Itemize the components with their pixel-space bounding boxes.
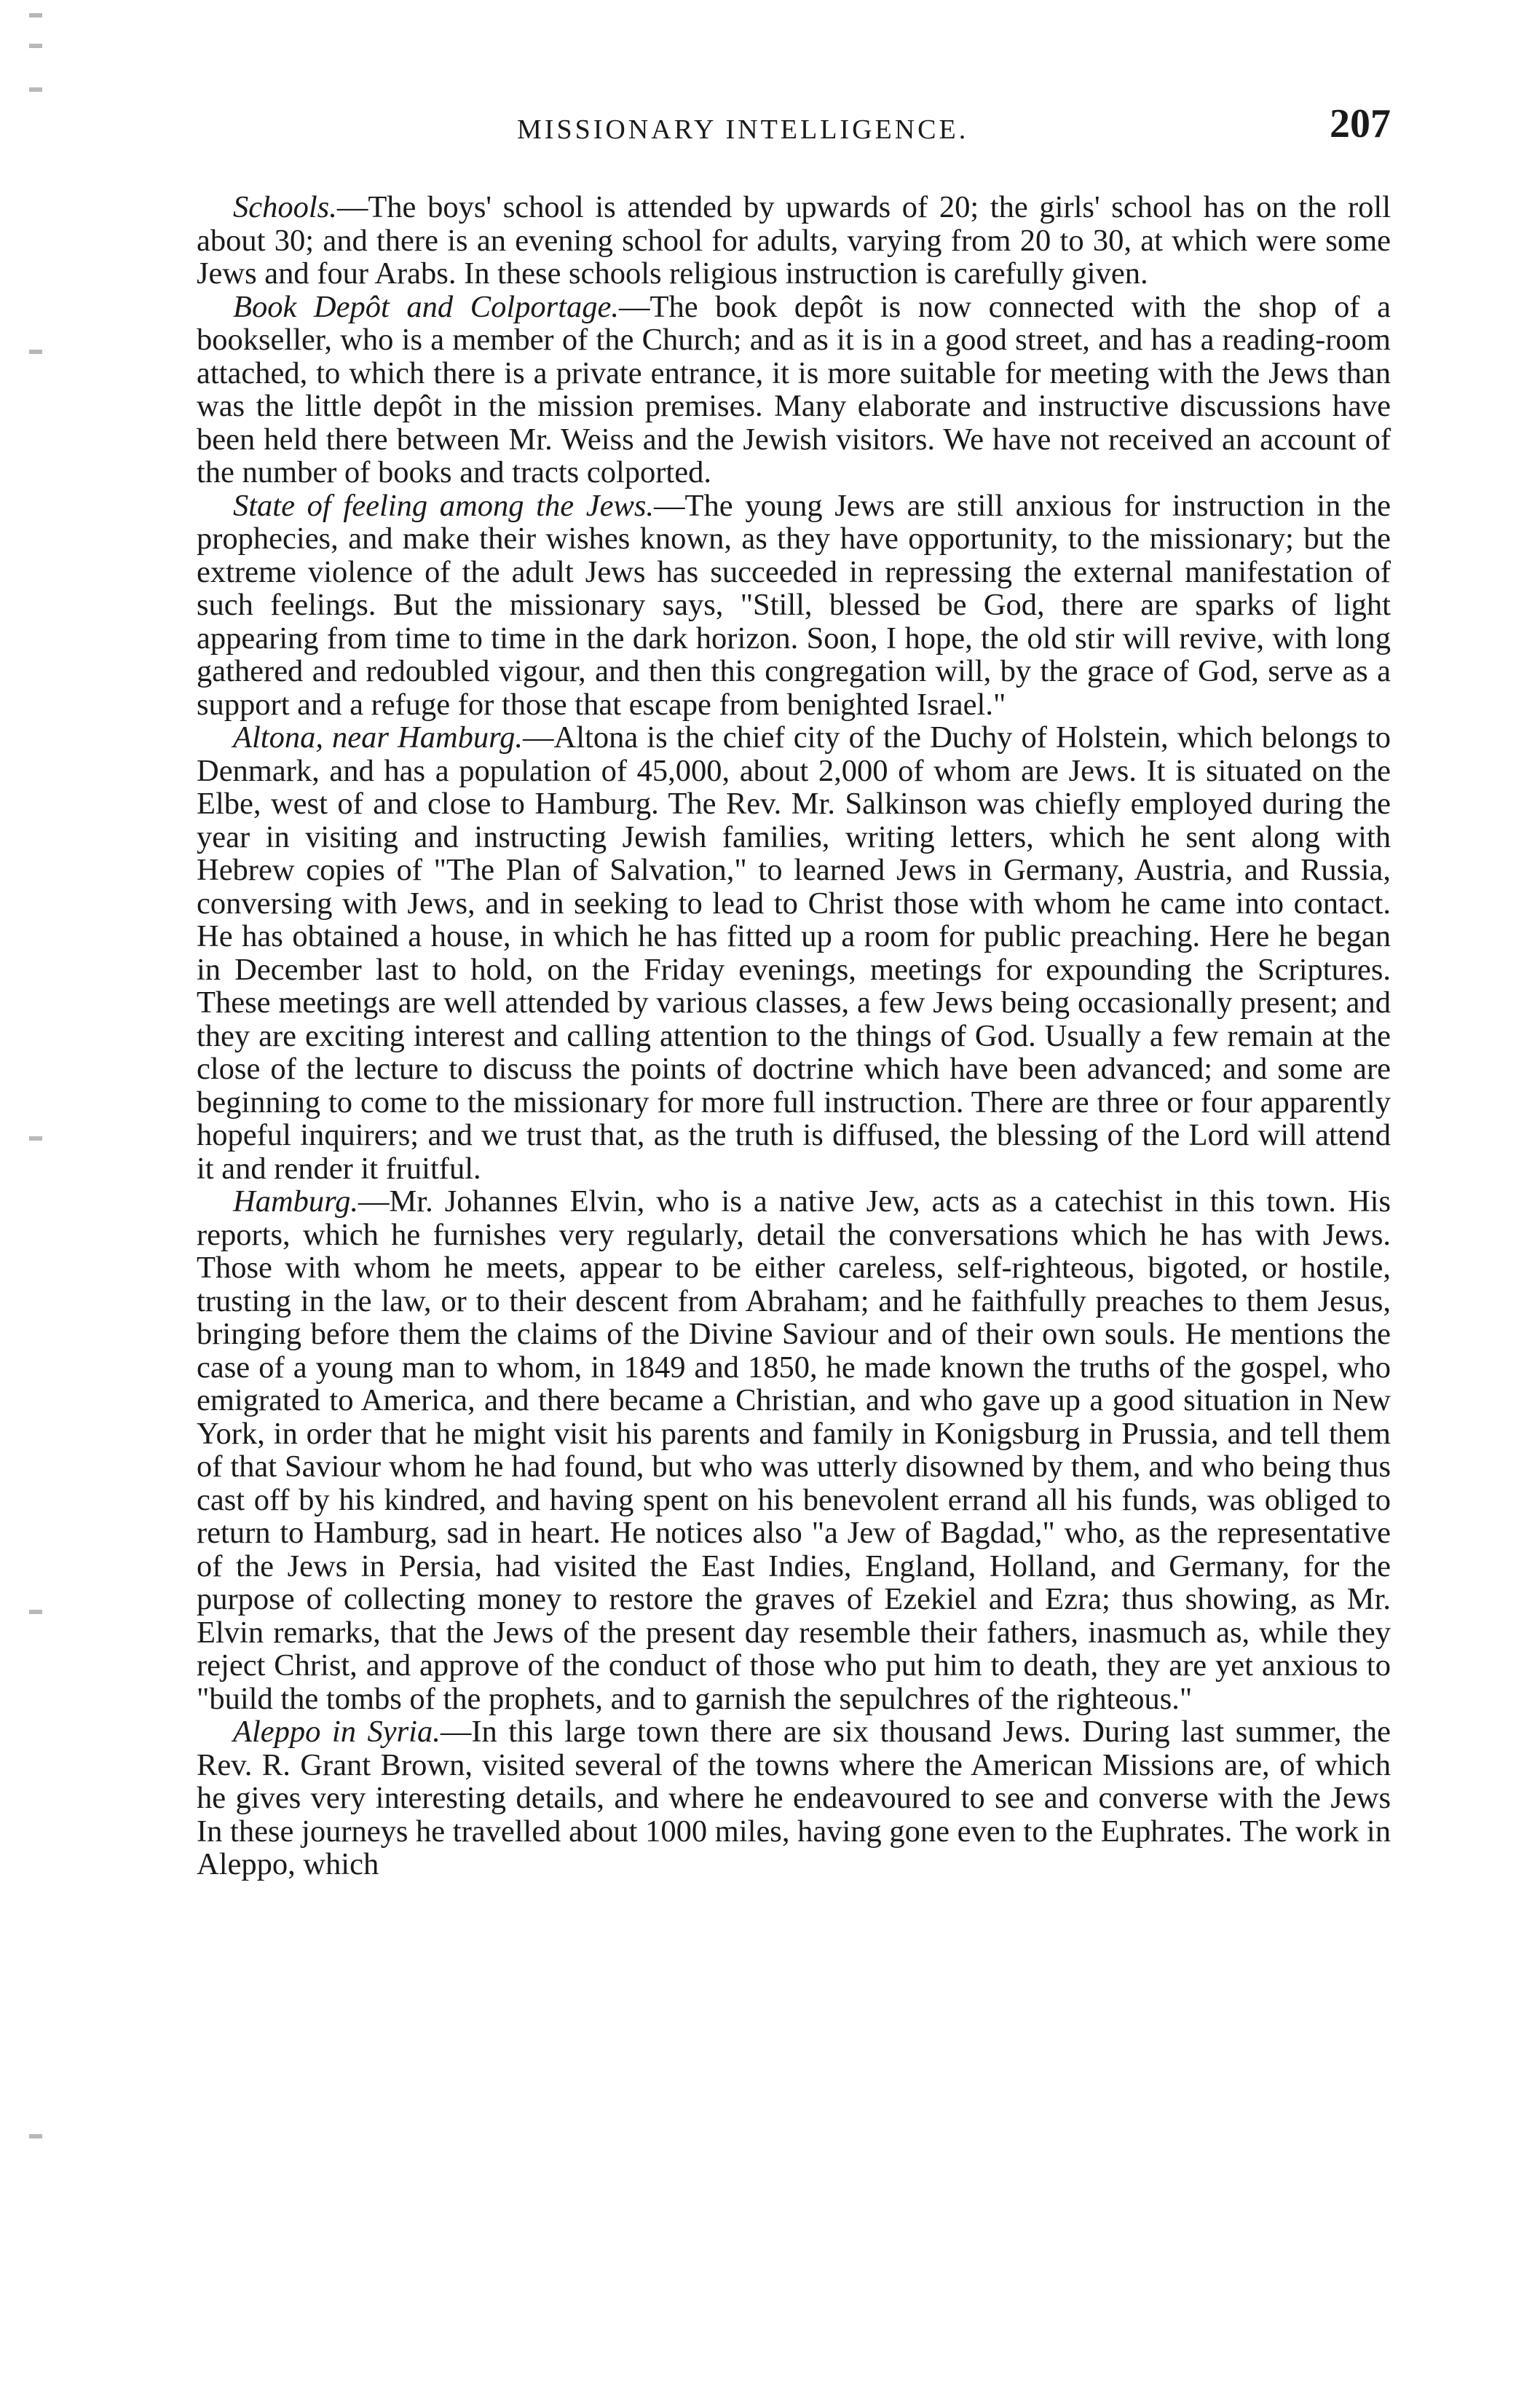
paragraph-book-depot bbox=[197, 291, 1391, 489]
page-header bbox=[197, 101, 1391, 159]
margin-speck bbox=[29, 44, 42, 48]
paragraph-lead: Book Depôt and Colportage. bbox=[233, 289, 620, 324]
paragraph-state-of-feeling bbox=[197, 489, 1391, 722]
paragraph-text: —In this large town there are six thousand Jews. During last summer, the Rev. R. Grant Brown, visited several of the towns where the American Missions are, of which he gives very interesting details, and where he endeavoured to see and converse with the Jews In these journeys he travelled about 1000 miles, having gone even to the Euphrates. The work in Aleppo, which bbox=[197, 1715, 1391, 1881]
margin-speck bbox=[29, 350, 42, 354]
margin-speck bbox=[29, 87, 42, 92]
margin-speck bbox=[29, 13, 42, 17]
paragraph-text: —The book depôt is now connected with the shop of a bookseller, who is a member of the Church; and as it is in a good street, and has a reading-room attached, to which there is a private entrance, it is more suitable for meeting with the Jews than was the little depôt in the mission premises. Many elaborate and instructive discussions have been held there between Mr. Weiss and the Jewish visitors. We have not received an account of the number of books and tracts colported. bbox=[197, 289, 1391, 489]
paragraph-text: —The boys' school is attended by upwards of 20; the girls' school has on the roll about 30; and there is an evening school for adults, varying from 20 to 30, at which were some Jews and four Arabs. In these schools religious instruction is carefully given. bbox=[197, 190, 1391, 291]
article-body bbox=[197, 191, 1391, 1881]
paragraph-lead: Hamburg. bbox=[233, 1184, 358, 1219]
running-title: MISSIONARY INTELLIGENCE. bbox=[517, 114, 969, 145]
paragraph-aleppo bbox=[197, 1715, 1391, 1881]
page-number: 207 bbox=[1330, 101, 1391, 146]
paragraph-text: —The young Jews are still anxious for instruction in the prophecies, and make their wishes known, as they have opportunity, to the missionary; but the extreme violence of the adult Jews has succeeded in repressing the external manifestation of such feelings. But the missionary says, "Still, blessed be God, there are sparks of light appearing from time to time in the dark horizon. Soon, I hope, the old stir will revive, with long gathered and redoubled vigour, and then this congregation will, by the grace of God, serve as a support and a refuge for those that escape from benighted Israel." bbox=[197, 488, 1391, 722]
paragraph-lead: Aleppo in Syria. bbox=[233, 1715, 441, 1749]
paragraph-lead: State of feeling among the Jews. bbox=[233, 488, 655, 523]
paragraph-text: —Mr. Johannes Elvin, who is a native Jew, acts as a catechist in this town. His reports, which he furnishes very regularly, detail the conversations which he has with Jews. Those with whom he meets, appear to be either careless, self-righteous, bigoted, or hostile, trusting in the law, or to their descent from Abraham; and he faithfully preaches to them Jesus, bringing before them the claims of the Divine Saviour and of their own souls. He mentions the case of a young man to whom, in 1849 and 1850, he made known the truths of the gospel, who emigrated to America, and there became a Christian, and who gave up a good situation in New York, in order that he might visit his parents and family in Konigsburg in Prussia, and tell them of that Saviour whom he had found, but who was utterly disowned by them, and who being thus cast off by his kindred, and having spent on his benevolent errand all his funds, was obliged to return to Hamburg, sad in heart. He notices also "a Jew of Bagdad," who, as the representative of the Jews in Persia, had visited the East Indies, England, Holland, and Germany, for the purpose of collecting money to restore the graves of Ezekiel and Ezra; thus showing, as Mr. Elvin remarks, that the Jews of the present day resemble their fathers, inasmuch as, while they reject Christ, and approve of the conduct of those who put him to death, they are yet anxious to "build the tombs of the prophets, and to garnish the sepulchres of the righteous." bbox=[197, 1184, 1391, 1716]
paragraph-lead: Schools. bbox=[233, 190, 337, 224]
margin-speck bbox=[29, 2134, 42, 2139]
margin-speck bbox=[29, 1136, 42, 1141]
paragraph-altona bbox=[197, 721, 1391, 1185]
margin-speck bbox=[29, 1610, 42, 1614]
paragraph-lead: Altona, near Hamburg. bbox=[233, 720, 524, 755]
paragraph-text: —Altona is the chief city of the Duchy of Holstein, which belongs to Denmark, and has a population of 45,000, about 2,000 of whom are Jews. It is situated on the Elbe, west of and close to Hamburg. The Rev. Mr. Salkinson was chiefly employed during the year in visiting and instructing Jewish families, writing letters, which he sent along with Hebrew copies of "The Plan of Salvation," to learned Jews in Germany, Austria, and Russia, conversing with Jews, and in seeking to lead to Christ those with whom he came into contact. He has obtained a house, in which he has fitted up a room for public preaching. Here he began in December last to hold, on the Friday evenings, meetings for expounding the Scriptures. These meetings are well attended by various classes, a few Jews being occasionally present; and they are exciting interest and calling attention to the things of God. Usually a few remain at the close of the lecture to discuss the points of doctrine which have been advanced; and some are beginning to come to the missionary for more full instruction. There are three or four apparently hopeful inquirers; and we trust that, as the truth is diffused, the blessing of the Lord will attend it and render it fruitful. bbox=[197, 720, 1391, 1186]
paragraph-hamburg bbox=[197, 1185, 1391, 1715]
paragraph-schools bbox=[197, 191, 1391, 291]
